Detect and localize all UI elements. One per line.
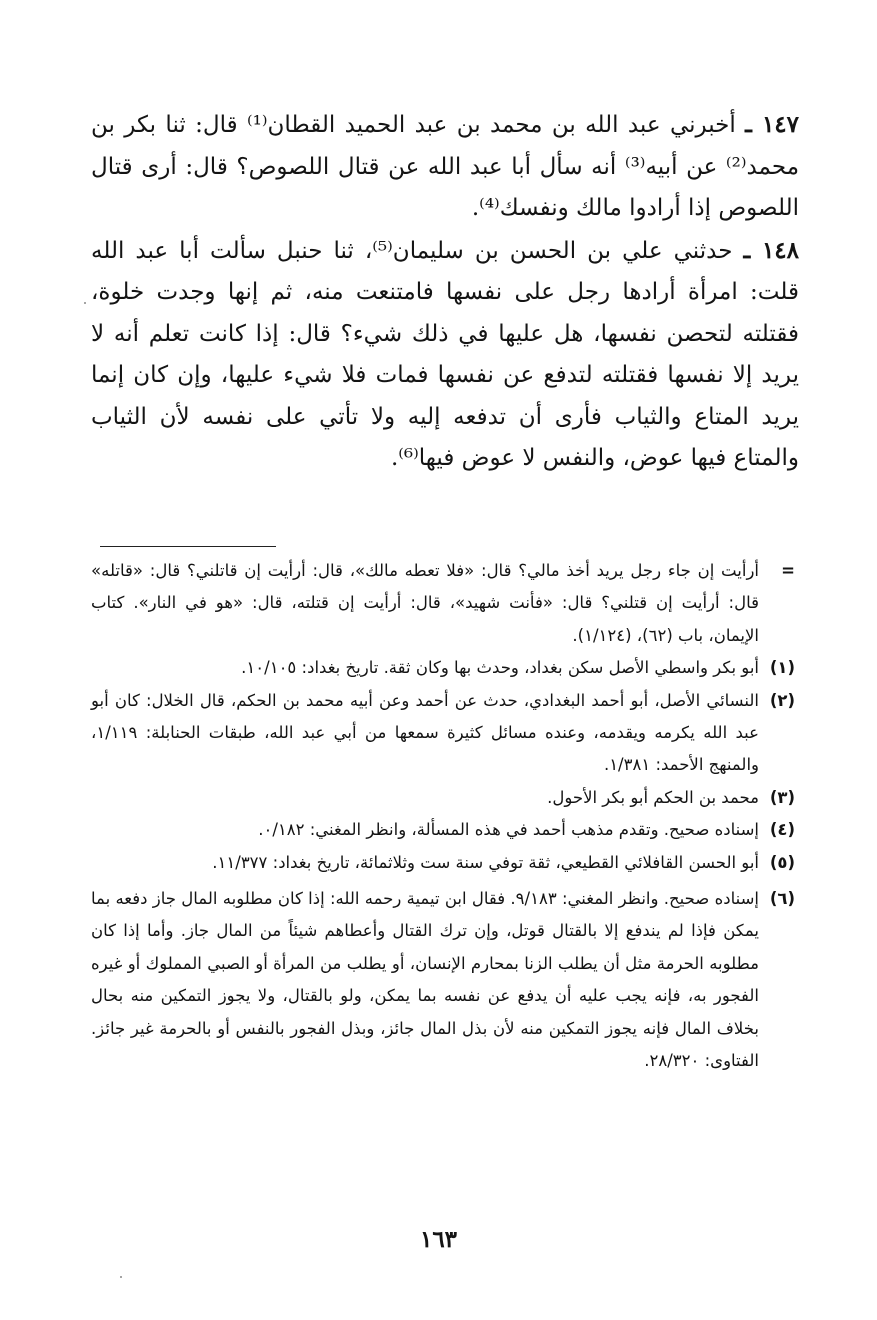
footnotes: [91, 555, 795, 1078]
footnote-2: [91, 685, 795, 782]
footnote-text: أبو بكر واسطي الأصل سكن بغداد، وحدث بها وكان ثقة. تاريخ بغداد: ١٠/١٠٥.: [241, 658, 759, 678]
footnote-mark: (٥): [769, 852, 795, 872]
footnote-4: [91, 814, 795, 846]
footnote-text: إسناده صحيح. وتقدم مذهب أحمد في هذه المسألة، وانظر المغني: ٠/١٨٢.: [258, 820, 759, 840]
print-speck: [84, 302, 86, 304]
entry-147: [91, 104, 799, 230]
footnote-mark: (٢): [769, 690, 795, 710]
footnote-5: [91, 847, 795, 879]
footnote-text: النسائي الأصل، أبو أحمد البغدادي، حدث عن أحمد وعن أبيه محمد بن الحكم، قال الخلال: كان أبو عبد الله يكرمه ويقدمه، وعنده مسائل كثيرة سمعها من أبي عبد الله، طبقات الحنابلة: ١/١١٩، والمنهج الأحمد: ١/٣٨١.: [91, 690, 759, 775]
footnote-text: محمد بن الحكم أبو بكر الأحول.: [547, 787, 759, 807]
entry-number: ١٤٨ ـ: [743, 236, 800, 264]
print-speck: [120, 1276, 122, 1278]
entry-text: حدثني علي بن الحسن بن سليمان⁽⁵⁾، ثنا حنبل سألت أبا عبد الله قلت: امرأة أرادها رجل على نفسها فامتنعت منه، ثم إنها وجدت خلوة، فقتلته لتحصن نفسها، هل عليها في ذلك شيء؟ قال: إذا كانت تعلم أنه لا يريد إلا نفسها فقتلته لتدفع عن نفسها فمات فلا شيء عليها، وإن كان إنما يريد المتاع والثياب فأرى أن تدفعه إليه ولا تأتي على نفسه لأن الثياب والمتاع فيها عوض، والنفس لا عوض فيها⁽⁶⁾.: [91, 237, 799, 471]
page-number: ١٦٣: [419, 1226, 458, 1253]
footnote-mark: (٤): [769, 820, 795, 840]
main-text-block: [91, 104, 799, 480]
footnote-mark: (٣): [769, 787, 795, 807]
footnote-1: [91, 652, 795, 684]
footnote-mark: =: [781, 561, 795, 580]
footnote-text: أرأيت إن جاء رجل يريد أخذ مالي؟ قال: «فلا تعطه مالك»، قال: أرأيت إن قاتلني؟ قال: «قاتله» قال: أرأيت إن قتلني؟ قال: «فأنت شهيد»، قال: أرأيت إن قتلته، قال: «هو في النار». كتاب الإيمان، باب (٦٢)، (١/١٢٤).: [91, 561, 759, 645]
footnote-mark: (١): [769, 658, 795, 678]
entry-text: أخبرني عبد الله بن محمد بن عبد الحميد القطان⁽¹⁾ قال: ثنا بكر بن محمد⁽²⁾ عن أبيه⁽³⁾ أنه سأل أبا عبد الله عن قتال اللصوص؟ قال: أرى قتال اللصوص إذا أرادوا مالك ونفسك⁽⁴⁾.: [91, 112, 800, 221]
footnote-text: إسناده صحيح. وانظر المغني: ٩/١٨٣. فقال ابن تيمية رحمه الله: إذا كان مطلوبه المال جاز دفعه بما يمكن فإذا لم يندفع إلا بالقتال قوتل، وإن ترك القتال وأعطاهم شيئاً من المال جاز. وأما إذا كان مطلوبه الحرمة مثل أن يطلب الزنا بمحارم الإنسان، أو يطلب من المرأة أو الصبي المملوك أو غيره الفجور به، فإنه يجب عليه أن يدفع عن نفسه بما يمكن، ولو بالقتال، ولا يجوز التمكين منه بحال بخلاف المال فإنه يجوز التمكين منه لأن بذل المال جائز، وبذل الفجور بالنفس أو بالحرمة غير جائز. الفتاوى: ٢٨/٣٢٠.: [91, 889, 760, 1071]
entry-148: [91, 230, 799, 480]
footnote-separator: [100, 546, 276, 547]
entry-number: ١٤٧ ـ: [745, 111, 800, 138]
footnote-mark: (٦): [769, 889, 795, 909]
footnote-continuation: [91, 555, 795, 652]
footnote-3: [91, 782, 795, 814]
footnote-text: أبو الحسن القافلائي القطيعي، ثقة توفي سنة ست وثلاثمائة، تاريخ بغداد: ١١/٣٧٧.: [212, 852, 759, 872]
footnote-6: [91, 883, 795, 1077]
